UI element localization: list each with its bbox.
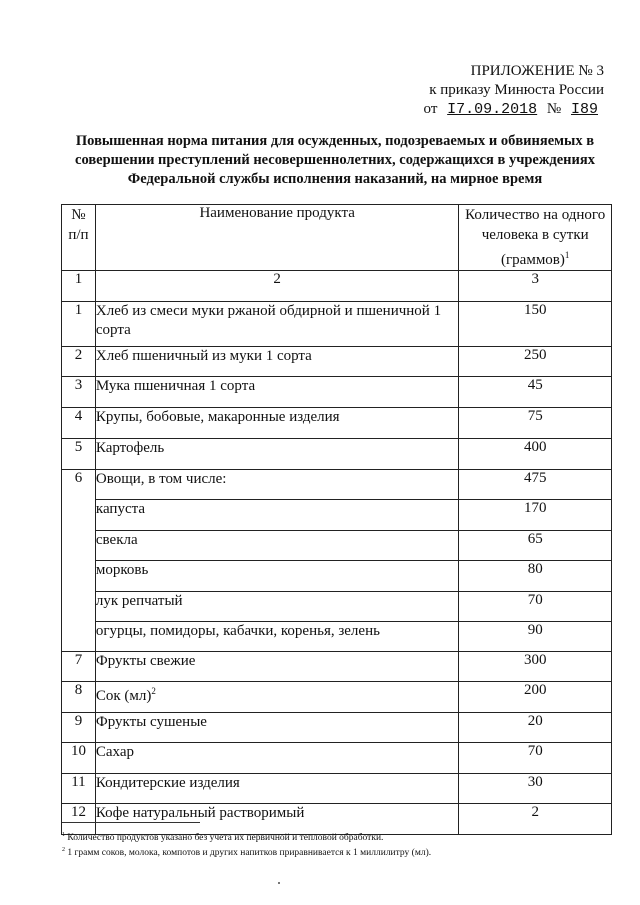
product-name: Сахар	[95, 744, 135, 760]
product-quantity: 75	[459, 408, 612, 439]
order-number: I89	[570, 101, 598, 118]
product-name: Овощи, в том числе:	[95, 471, 227, 487]
footnotes	[62, 829, 431, 859]
row-number: 5	[62, 439, 96, 470]
footnote-mark: 1	[62, 832, 65, 838]
product-quantity: 170	[459, 500, 612, 531]
product-name-cell	[95, 713, 459, 743]
product-name-cell	[95, 302, 459, 347]
row-number: 12	[62, 804, 96, 835]
header-product-name-label: Наименование продукта	[199, 205, 355, 221]
product-name: Кофе натуральный растворимый	[95, 805, 305, 821]
row-number: 1	[62, 302, 96, 347]
product-quantity: 300	[459, 652, 612, 682]
table-row	[62, 500, 612, 531]
product-name: Фрукты сушеные	[95, 714, 207, 730]
footnote-mark: 2	[62, 847, 65, 854]
table-row	[62, 743, 612, 774]
product-footnote-mark: 2	[151, 686, 156, 696]
scan-mark	[278, 882, 280, 884]
table-row	[62, 713, 612, 743]
product-quantity: 30	[459, 774, 612, 804]
product-quantity: 80	[459, 561, 612, 592]
table-row	[62, 561, 612, 592]
row-number: 9	[62, 713, 96, 743]
header-num-sign: №	[71, 207, 86, 223]
row-number: 8	[62, 682, 96, 713]
product-name: Картофель	[95, 440, 165, 456]
product-quantity: 70	[459, 743, 612, 774]
table-row	[62, 347, 612, 377]
document-title: Повышенная норма питания для осужденных, подозреваемых и обвиняемых в совершении преступлений несовершеннолетних, содержащихся в учреждениях Федеральной службы исполнения наказаний, на мирное время	[75, 133, 595, 187]
number-prefix: №	[546, 101, 562, 117]
row-number: 4	[62, 408, 96, 439]
row-number: 11	[62, 774, 96, 804]
product-quantity: 90	[459, 622, 612, 652]
table-row	[62, 682, 612, 713]
order-reference: к приказу Минюста России	[429, 82, 604, 98]
product-name-cell	[95, 470, 459, 500]
product-name: свекла	[95, 532, 138, 548]
footnote-2	[62, 844, 431, 859]
header-quantity-footnote: 1	[564, 250, 570, 260]
product-quantity: 250	[459, 347, 612, 377]
table-row	[62, 470, 612, 500]
order-date-line	[424, 100, 604, 119]
footnote-text: 1 грамм соков, молока, компотов и других напитков приравнивается к 1 миллилитру (мл).	[67, 848, 432, 859]
product-name-cell	[95, 500, 459, 531]
nutrition-norms-table	[61, 204, 612, 835]
row-number: 2	[62, 347, 96, 377]
product-quantity: 65	[459, 531, 612, 561]
product-name-cell	[95, 743, 459, 774]
product-name-cell	[95, 408, 459, 439]
table-body	[62, 271, 612, 835]
product-name: Сок (мл)	[95, 688, 152, 704]
column-number: 1	[62, 271, 96, 302]
table-header-row	[62, 205, 612, 271]
product-name-cell	[95, 682, 459, 713]
table-row	[62, 377, 612, 408]
product-quantity: 475	[459, 470, 612, 500]
product-quantity: 70	[459, 592, 612, 622]
table-row	[62, 622, 612, 652]
product-name-cell	[95, 439, 459, 470]
column-number: 3	[459, 271, 612, 302]
product-name: морковь	[95, 562, 149, 578]
product-quantity: 200	[459, 682, 612, 713]
row-number: 10	[62, 743, 96, 774]
product-name: лук репчатый	[95, 593, 183, 609]
product-quantity: 20	[459, 713, 612, 743]
product-name: Фрукты свежие	[95, 653, 196, 669]
product-name-cell	[95, 652, 459, 682]
footnote-text: Количество продуктов указано без учета их первичной и тепловой обработки.	[67, 833, 384, 844]
row-number: 7	[62, 652, 96, 682]
row-number: 3	[62, 377, 96, 408]
product-name-cell	[95, 561, 459, 592]
table-row	[62, 774, 612, 804]
table-row	[62, 408, 612, 439]
table-row	[62, 439, 612, 470]
product-quantity: 2	[459, 804, 612, 835]
product-name: Мука пшеничная 1 сорта	[95, 378, 256, 394]
order-date: I7.09.2018	[447, 101, 538, 118]
header-num	[62, 205, 96, 271]
footnote-1	[62, 829, 431, 844]
table-row	[62, 592, 612, 622]
appendix-label: ПРИЛОЖЕНИЕ № 3	[470, 63, 604, 79]
table-row	[62, 302, 612, 347]
table-row	[62, 652, 612, 682]
header-num-abbr: п/п	[68, 227, 89, 243]
column-number: 2	[95, 271, 459, 302]
header-quantity-label: Количество на одного человека в сутки (граммов)	[465, 207, 606, 268]
product-name-cell	[95, 592, 459, 622]
product-name: Кондитерские изделия	[95, 775, 240, 791]
row-number: 6	[62, 470, 96, 652]
product-quantity: 150	[459, 302, 612, 347]
date-prefix: от	[423, 101, 438, 117]
document-header	[424, 62, 604, 119]
product-name: Хлеб пшеничный из муки 1 сорта	[95, 348, 312, 364]
product-name-cell	[95, 531, 459, 561]
column-number-row	[62, 271, 612, 302]
product-name: огурцы, помидоры, кабачки, коренья, зелень	[95, 623, 380, 639]
product-name: капуста	[95, 501, 145, 517]
product-name-cell	[95, 347, 459, 377]
product-name-cell	[95, 622, 459, 652]
product-name-cell	[95, 377, 459, 408]
header-quantity	[459, 205, 612, 271]
header-product-name	[95, 205, 459, 271]
product-quantity: 45	[459, 377, 612, 408]
table-row	[62, 531, 612, 561]
product-quantity: 400	[459, 439, 612, 470]
product-name-cell	[95, 774, 459, 804]
product-name: Крупы, бобовые, макаронные изделия	[95, 409, 340, 425]
footnote-divider	[62, 822, 200, 823]
product-name: Хлеб из смеси муки ржаной обдирной и пшеничной 1 сорта	[95, 303, 442, 338]
